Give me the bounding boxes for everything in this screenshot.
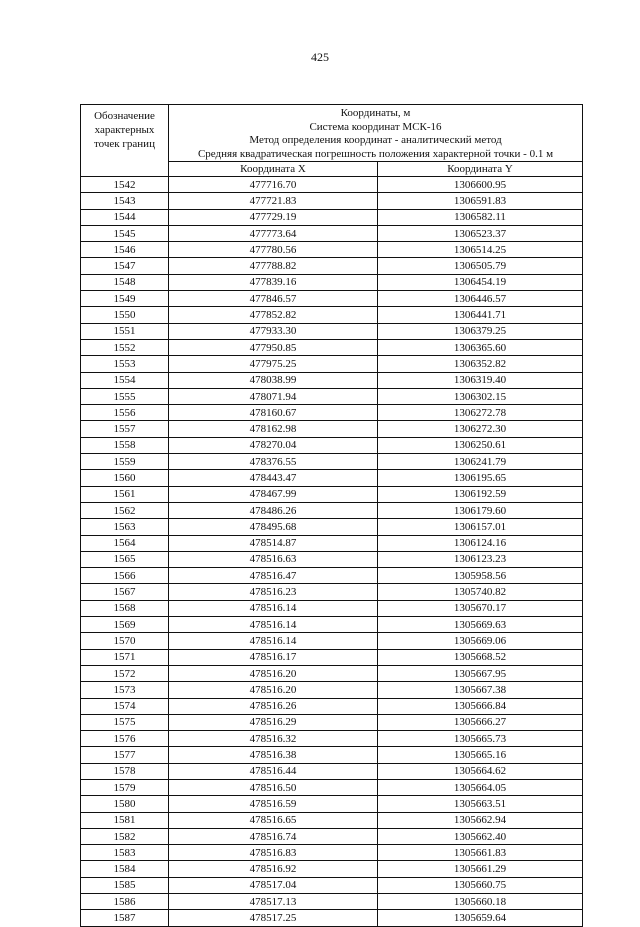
table-row [81,177,583,193]
col-x-header: Координата X [169,162,378,177]
header-row [81,105,583,162]
coord-x-cell: 477975.25 [169,356,378,372]
point-id-cell: 1576 [81,731,169,747]
coord-x-cell: 477780.56 [169,242,378,258]
coord-y-cell: 1306192.59 [378,486,583,502]
coord-x-cell: 478516.14 [169,617,378,633]
point-id-cell: 1581 [81,812,169,828]
point-id-cell: 1542 [81,177,169,193]
table-row [81,242,583,258]
table-row [81,617,583,633]
coord-x-cell: 478516.26 [169,698,378,714]
point-id-cell: 1573 [81,682,169,698]
coord-y-cell: 1305666.27 [378,714,583,730]
coord-y-cell: 1306582.11 [378,209,583,225]
page-number: 425 [311,50,329,64]
point-id-cell: 1575 [81,714,169,730]
coord-y-cell: 1306124.16 [378,535,583,551]
table-row [81,274,583,290]
coord-x-cell: 478516.50 [169,779,378,795]
table-row [81,502,583,518]
coord-y-cell: 1305660.75 [378,877,583,893]
coord-x-cell: 477846.57 [169,291,378,307]
coord-x-cell: 478516.32 [169,731,378,747]
coord-y-cell: 1306250.61 [378,437,583,453]
table-row [81,291,583,307]
table-row [81,405,583,421]
coord-x-cell: 478071.94 [169,388,378,404]
table-row [81,910,583,926]
coord-y-cell: 1305666.84 [378,698,583,714]
point-id-cell: 1577 [81,747,169,763]
point-id-cell: 1580 [81,796,169,812]
coord-x-cell: 478038.99 [169,372,378,388]
coord-x-cell: 478517.13 [169,894,378,910]
table-row [81,470,583,486]
point-id-cell: 1586 [81,894,169,910]
coord-x-cell: 478516.14 [169,633,378,649]
points-header-cell [81,105,169,177]
point-id-cell: 1569 [81,617,169,633]
point-id-cell: 1560 [81,470,169,486]
point-id-cell: 1585 [81,877,169,893]
table-row [81,568,583,584]
coord-x-cell: 478517.25 [169,910,378,926]
coord-y-cell: 1306505.79 [378,258,583,274]
coord-x-cell: 478516.83 [169,845,378,861]
table-row [81,519,583,535]
coord-y-cell: 1305661.83 [378,845,583,861]
point-id-cell: 1561 [81,486,169,502]
coord-x-cell: 478516.20 [169,665,378,681]
coord-y-cell: 1306157.01 [378,519,583,535]
point-id-cell: 1553 [81,356,169,372]
point-id-cell: 1571 [81,649,169,665]
coord-x-cell: 477716.70 [169,177,378,193]
coord-x-cell: 477773.64 [169,225,378,241]
coord-x-cell: 478516.65 [169,812,378,828]
coord-y-cell: 1306365.60 [378,339,583,355]
point-id-cell: 1564 [81,535,169,551]
table-row [81,682,583,698]
coord-y-cell: 1306195.65 [378,470,583,486]
point-id-cell: 1566 [81,568,169,584]
table-row [81,845,583,861]
coord-x-cell: 478270.04 [169,437,378,453]
coord-x-cell: 478376.55 [169,454,378,470]
point-id-cell: 1568 [81,600,169,616]
coord-x-cell: 478160.67 [169,405,378,421]
table-row [81,535,583,551]
coord-x-cell: 477950.85 [169,339,378,355]
coord-x-cell: 478516.29 [169,714,378,730]
point-id-cell: 1546 [81,242,169,258]
table-row [81,763,583,779]
point-id-cell: 1554 [81,372,169,388]
point-id-cell: 1578 [81,763,169,779]
coord-y-cell: 1306352.82 [378,356,583,372]
coord-y-cell: 1305660.18 [378,894,583,910]
point-id-cell: 1543 [81,193,169,209]
coordinates-header-cell [169,105,583,162]
coordinates-header-line: Координаты, м [340,107,411,119]
coord-y-cell: 1305958.56 [378,568,583,584]
coord-x-cell: 478516.17 [169,649,378,665]
coord-y-cell: 1305661.29 [378,861,583,877]
coord-x-cell: 478516.92 [169,861,378,877]
coord-x-cell: 478516.59 [169,796,378,812]
coord-x-cell: 478516.44 [169,763,378,779]
coord-y-cell: 1306302.15 [378,388,583,404]
coord-x-cell: 478516.74 [169,828,378,844]
table-row [81,193,583,209]
coord-x-cell: 477788.82 [169,258,378,274]
coord-y-cell: 1306319.40 [378,372,583,388]
coord-x-cell: 478516.47 [169,568,378,584]
coord-y-cell: 1306241.79 [378,454,583,470]
table-row [81,421,583,437]
points-header-line: характерных [94,124,155,136]
coord-x-cell: 478516.23 [169,584,378,600]
coord-y-cell: 1305662.40 [378,828,583,844]
coord-y-cell: 1305667.38 [378,682,583,698]
accuracy-line: Средняя квадратическая погрешность положения характерной точки - 0.1 м [197,147,554,160]
coord-x-cell: 477852.82 [169,307,378,323]
coord-y-cell: 1306123.23 [378,551,583,567]
coord-x-cell: 477933.30 [169,323,378,339]
point-id-cell: 1550 [81,307,169,323]
table-row [81,388,583,404]
table-row [81,714,583,730]
table-row [81,551,583,567]
coord-y-cell: 1306600.95 [378,177,583,193]
table-row [81,894,583,910]
point-id-cell: 1565 [81,551,169,567]
coord-x-cell: 478486.26 [169,502,378,518]
coord-y-cell: 1305662.94 [378,812,583,828]
table-row [81,258,583,274]
point-id-cell: 1556 [81,405,169,421]
point-id-cell: 1547 [81,258,169,274]
coord-x-cell: 478514.87 [169,535,378,551]
point-id-cell: 1548 [81,274,169,290]
table-row [81,225,583,241]
table-row [81,665,583,681]
table-row [81,307,583,323]
coord-y-cell: 1305664.62 [378,763,583,779]
coordinate-system-line: Система координат МСК-16 [309,120,442,133]
coord-y-cell: 1305663.51 [378,796,583,812]
table-row [81,828,583,844]
coord-x-cell: 478495.68 [169,519,378,535]
coord-x-cell: 477839.16 [169,274,378,290]
point-id-cell: 1570 [81,633,169,649]
coord-y-cell: 1306272.78 [378,405,583,421]
table-row [81,209,583,225]
coord-y-cell: 1305659.64 [378,910,583,926]
table-row [81,747,583,763]
table-row [81,584,583,600]
table-row [81,649,583,665]
table-row [81,698,583,714]
points-header-line: Обозначение [94,110,155,122]
point-id-cell: 1587 [81,910,169,926]
coord-y-cell: 1305665.73 [378,731,583,747]
coord-x-cell: 477729.19 [169,209,378,225]
col-y-header: Координата Y [378,162,583,177]
coord-y-cell: 1305669.63 [378,617,583,633]
coord-x-cell: 478443.47 [169,470,378,486]
coord-y-cell: 1305670.17 [378,600,583,616]
coord-x-cell: 478516.38 [169,747,378,763]
coord-y-cell: 1305664.05 [378,779,583,795]
coord-x-cell: 478516.20 [169,682,378,698]
method-line: Метод определения координат - аналитический метод [249,134,502,146]
coord-y-cell: 1306179.60 [378,502,583,518]
coord-y-cell: 1306272.30 [378,421,583,437]
point-id-cell: 1563 [81,519,169,535]
table-row [81,486,583,502]
point-id-cell: 1583 [81,845,169,861]
coord-y-cell: 1306379.25 [378,323,583,339]
coord-y-cell: 1306446.57 [378,291,583,307]
table-row [81,877,583,893]
point-id-cell: 1574 [81,698,169,714]
point-id-cell: 1555 [81,388,169,404]
table-row [81,454,583,470]
coord-x-cell: 478516.14 [169,600,378,616]
coord-y-cell: 1305669.06 [378,633,583,649]
point-id-cell: 1545 [81,225,169,241]
point-id-cell: 1558 [81,437,169,453]
coord-y-cell: 1306591.83 [378,193,583,209]
points-header-line: точек границ [94,138,155,150]
point-id-cell: 1567 [81,584,169,600]
point-id-cell: 1562 [81,502,169,518]
coord-y-cell: 1306441.71 [378,307,583,323]
coord-x-cell: 478162.98 [169,421,378,437]
point-id-cell: 1572 [81,665,169,681]
point-id-cell: 1544 [81,209,169,225]
point-id-cell: 1579 [81,779,169,795]
table-row [81,372,583,388]
coord-x-cell: 477721.83 [169,193,378,209]
coord-y-cell: 1306514.25 [378,242,583,258]
coord-y-cell: 1306523.37 [378,225,583,241]
table-row [81,356,583,372]
table-row [81,437,583,453]
coordinates-table [80,104,583,927]
table-row [81,731,583,747]
table-row [81,796,583,812]
coord-x-cell: 478516.63 [169,551,378,567]
coord-y-cell: 1305665.16 [378,747,583,763]
point-id-cell: 1551 [81,323,169,339]
point-id-cell: 1559 [81,454,169,470]
point-id-cell: 1557 [81,421,169,437]
table-row [81,323,583,339]
table-row [81,600,583,616]
coord-x-cell: 478467.99 [169,486,378,502]
coord-x-cell: 478517.04 [169,877,378,893]
table-row [81,861,583,877]
table-row [81,339,583,355]
point-id-cell: 1549 [81,291,169,307]
coord-y-cell: 1306454.19 [378,274,583,290]
table-row [81,633,583,649]
point-id-cell: 1552 [81,339,169,355]
coord-y-cell: 1305667.95 [378,665,583,681]
table-row [81,812,583,828]
point-id-cell: 1584 [81,861,169,877]
table-row [81,779,583,795]
point-id-cell: 1582 [81,828,169,844]
coord-y-cell: 1305740.82 [378,584,583,600]
coord-y-cell: 1305668.52 [378,649,583,665]
